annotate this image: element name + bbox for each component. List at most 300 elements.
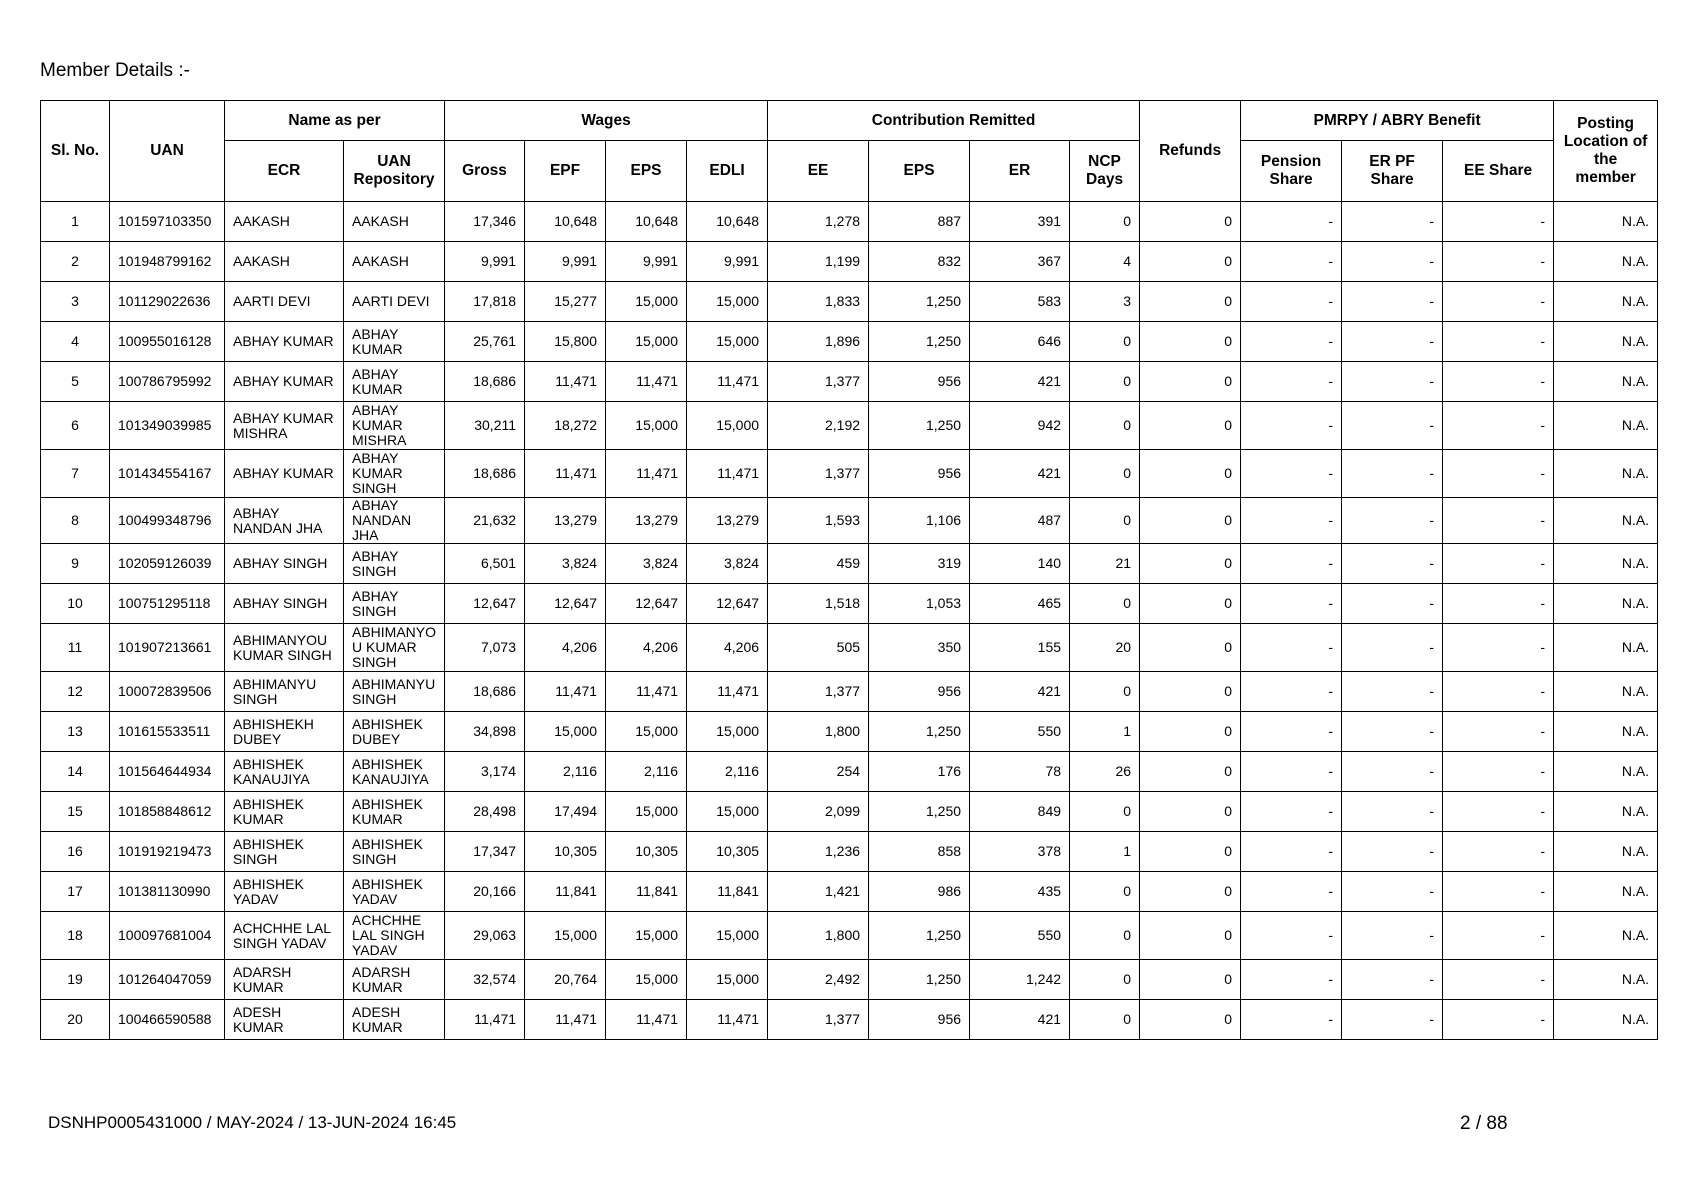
cell-wages-eps: 15,000 [606, 960, 687, 1000]
cell-wages-gross: 17,347 [445, 832, 525, 872]
cell-name-uan-repository: ABHISHEK KANAUJIYA [344, 752, 445, 792]
cell-er-pf-share: - [1342, 960, 1443, 1000]
cell-posting-location: N.A. [1554, 832, 1658, 872]
cell-name-uan-repository: ABHISHEK KUMAR [344, 792, 445, 832]
cell-contribution-eps: 1,053 [869, 584, 970, 624]
cell-wages-edli: 11,471 [687, 450, 768, 498]
cell-wages-epf: 10,648 [525, 202, 606, 242]
cell-wages-eps: 9,991 [606, 242, 687, 282]
cell-sl-no: 5 [41, 362, 110, 402]
cell-er-pf-share: - [1342, 282, 1443, 322]
cell-wages-eps: 15,000 [606, 322, 687, 362]
cell-sl-no: 15 [41, 792, 110, 832]
cell-wages-eps: 4,206 [606, 624, 687, 672]
cell-ee-share: - [1443, 242, 1554, 282]
cell-wages-eps: 15,000 [606, 402, 687, 450]
cell-ee-share: - [1443, 792, 1554, 832]
cell-er-pf-share: - [1342, 752, 1443, 792]
cell-uan: 101264047059 [110, 960, 225, 1000]
cell-name-ecr: AAKASH [225, 242, 344, 282]
cell-name-ecr: ABHISHEK KUMAR [225, 792, 344, 832]
cell-contribution-er: 942 [970, 402, 1070, 450]
cell-contribution-ee: 1,421 [768, 872, 869, 912]
table-row [41, 282, 1658, 322]
cell-contribution-eps: 1,250 [869, 960, 970, 1000]
header-ee: EE [768, 141, 869, 202]
cell-refunds: 0 [1140, 792, 1241, 832]
cell-name-uan-repository: ABHAY KUMAR [344, 362, 445, 402]
cell-wages-gross: 18,686 [445, 672, 525, 712]
cell-refunds: 0 [1140, 624, 1241, 672]
cell-contribution-er: 646 [970, 322, 1070, 362]
cell-sl-no: 3 [41, 282, 110, 322]
table-row [41, 1000, 1658, 1040]
cell-wages-edli: 15,000 [687, 282, 768, 322]
cell-posting-location: N.A. [1554, 1000, 1658, 1040]
cell-refunds: 0 [1140, 322, 1241, 362]
cell-name-ecr: ADESH KUMAR [225, 1000, 344, 1040]
cell-wages-edli: 12,647 [687, 584, 768, 624]
header-ncp-days: NCP Days [1070, 141, 1140, 202]
cell-name-uan-repository: AAKASH [344, 202, 445, 242]
cell-name-ecr: ABHAY SINGH [225, 584, 344, 624]
cell-refunds: 0 [1140, 712, 1241, 752]
cell-posting-location: N.A. [1554, 498, 1658, 544]
cell-name-ecr: ABHAY NANDAN JHA [225, 498, 344, 544]
cell-wages-edli: 11,471 [687, 362, 768, 402]
cell-wages-eps: 15,000 [606, 282, 687, 322]
cell-posting-location: N.A. [1554, 322, 1658, 362]
cell-ncp-days: 0 [1070, 498, 1140, 544]
cell-contribution-er: 435 [970, 872, 1070, 912]
cell-name-ecr: ABHISHEK YADAV [225, 872, 344, 912]
cell-contribution-ee: 459 [768, 544, 869, 584]
cell-contribution-eps: 887 [869, 202, 970, 242]
cell-wages-edli: 10,305 [687, 832, 768, 872]
cell-ncp-days: 0 [1070, 1000, 1140, 1040]
cell-ncp-days: 1 [1070, 832, 1140, 872]
cell-er-pf-share: - [1342, 624, 1443, 672]
cell-contribution-er: 421 [970, 1000, 1070, 1040]
cell-name-uan-repository: ABHAY SINGH [344, 584, 445, 624]
cell-contribution-ee: 1,377 [768, 362, 869, 402]
table-row [41, 544, 1658, 584]
cell-er-pf-share: - [1342, 832, 1443, 872]
cell-wages-epf: 12,647 [525, 584, 606, 624]
cell-ncp-days: 0 [1070, 450, 1140, 498]
cell-contribution-eps: 1,250 [869, 912, 970, 960]
cell-uan: 100466590588 [110, 1000, 225, 1040]
cell-refunds: 0 [1140, 832, 1241, 872]
cell-name-ecr: ABHAY KUMAR [225, 322, 344, 362]
cell-contribution-eps: 1,250 [869, 282, 970, 322]
cell-uan: 101564644934 [110, 752, 225, 792]
cell-contribution-ee: 1,518 [768, 584, 869, 624]
cell-sl-no: 11 [41, 624, 110, 672]
cell-contribution-ee: 1,236 [768, 832, 869, 872]
cell-ee-share: - [1443, 752, 1554, 792]
table-row [41, 322, 1658, 362]
cell-er-pf-share: - [1342, 242, 1443, 282]
header-pmrpy-group: PMRPY / ABRY Benefit [1241, 101, 1554, 141]
cell-contribution-er: 378 [970, 832, 1070, 872]
cell-ncp-days: 0 [1070, 960, 1140, 1000]
header-gross: Gross [445, 141, 525, 202]
cell-ee-share: - [1443, 450, 1554, 498]
cell-pension-share: - [1241, 450, 1342, 498]
cell-ncp-days: 20 [1070, 624, 1140, 672]
cell-posting-location: N.A. [1554, 544, 1658, 584]
cell-name-ecr: ABHAY KUMAR MISHRA [225, 402, 344, 450]
cell-wages-edli: 4,206 [687, 624, 768, 672]
cell-wages-epf: 15,800 [525, 322, 606, 362]
cell-name-ecr: ABHISHEKH DUBEY [225, 712, 344, 752]
cell-refunds: 0 [1140, 498, 1241, 544]
cell-pension-share: - [1241, 584, 1342, 624]
cell-contribution-er: 367 [970, 242, 1070, 282]
cell-sl-no: 20 [41, 1000, 110, 1040]
cell-refunds: 0 [1140, 202, 1241, 242]
cell-refunds: 0 [1140, 752, 1241, 792]
cell-uan: 100751295118 [110, 584, 225, 624]
cell-contribution-eps: 832 [869, 242, 970, 282]
cell-name-ecr: ABHIMANYU SINGH [225, 672, 344, 712]
cell-wages-edli: 13,279 [687, 498, 768, 544]
table-row [41, 402, 1658, 450]
table-row [41, 872, 1658, 912]
section-heading: Member Details :- [40, 60, 190, 81]
cell-wages-epf: 11,471 [525, 450, 606, 498]
cell-ee-share: - [1443, 544, 1554, 584]
cell-ee-share: - [1443, 402, 1554, 450]
cell-contribution-eps: 858 [869, 832, 970, 872]
cell-er-pf-share: - [1342, 402, 1443, 450]
cell-contribution-ee: 1,896 [768, 322, 869, 362]
cell-wages-eps: 13,279 [606, 498, 687, 544]
cell-name-uan-repository: ABHIMANYU SINGH [344, 672, 445, 712]
cell-contribution-eps: 1,250 [869, 712, 970, 752]
cell-uan: 101434554167 [110, 450, 225, 498]
cell-contribution-ee: 254 [768, 752, 869, 792]
cell-wages-eps: 15,000 [606, 712, 687, 752]
cell-posting-location: N.A. [1554, 712, 1658, 752]
cell-uan: 101349039985 [110, 402, 225, 450]
table-row [41, 792, 1658, 832]
cell-pension-share: - [1241, 624, 1342, 672]
header-contribution-eps: EPS [869, 141, 970, 202]
cell-posting-location: N.A. [1554, 752, 1658, 792]
cell-wages-gross: 21,632 [445, 498, 525, 544]
cell-uan: 100097681004 [110, 912, 225, 960]
cell-er-pf-share: - [1342, 362, 1443, 402]
cell-name-ecr: ABHISHEK SINGH [225, 832, 344, 872]
cell-contribution-eps: 986 [869, 872, 970, 912]
cell-sl-no: 6 [41, 402, 110, 450]
cell-uan: 101381130990 [110, 872, 225, 912]
cell-uan: 100499348796 [110, 498, 225, 544]
cell-wages-gross: 32,574 [445, 960, 525, 1000]
table-row [41, 362, 1658, 402]
cell-wages-gross: 9,991 [445, 242, 525, 282]
cell-posting-location: N.A. [1554, 672, 1658, 712]
cell-sl-no: 12 [41, 672, 110, 712]
header-wages-group: Wages [445, 101, 768, 141]
cell-er-pf-share: - [1342, 912, 1443, 960]
cell-contribution-ee: 2,192 [768, 402, 869, 450]
cell-er-pf-share: - [1342, 450, 1443, 498]
cell-wages-epf: 18,272 [525, 402, 606, 450]
cell-name-ecr: ABHISHEK KANAUJIYA [225, 752, 344, 792]
header-er-pf-share: ER PF Share [1342, 141, 1443, 202]
cell-ee-share: - [1443, 322, 1554, 362]
cell-pension-share: - [1241, 960, 1342, 1000]
cell-pension-share: - [1241, 544, 1342, 584]
cell-posting-location: N.A. [1554, 960, 1658, 1000]
cell-name-ecr: ACHCHHE LAL SINGH YADAV [225, 912, 344, 960]
cell-ee-share: - [1443, 282, 1554, 322]
table-row [41, 912, 1658, 960]
cell-contribution-eps: 956 [869, 1000, 970, 1040]
cell-er-pf-share: - [1342, 584, 1443, 624]
cell-pension-share: - [1241, 362, 1342, 402]
cell-er-pf-share: - [1342, 322, 1443, 362]
cell-name-ecr: ABHAY SINGH [225, 544, 344, 584]
cell-refunds: 0 [1140, 450, 1241, 498]
cell-wages-edli: 15,000 [687, 402, 768, 450]
member-rows [41, 202, 1658, 1040]
cell-pension-share: - [1241, 872, 1342, 912]
cell-sl-no: 2 [41, 242, 110, 282]
header-er: ER [970, 141, 1070, 202]
cell-ncp-days: 4 [1070, 242, 1140, 282]
cell-pension-share: - [1241, 712, 1342, 752]
cell-wages-epf: 2,116 [525, 752, 606, 792]
cell-contribution-er: 155 [970, 624, 1070, 672]
cell-uan: 100955016128 [110, 322, 225, 362]
cell-wages-epf: 11,471 [525, 1000, 606, 1040]
cell-uan: 101907213661 [110, 624, 225, 672]
cell-pension-share: - [1241, 282, 1342, 322]
cell-er-pf-share: - [1342, 672, 1443, 712]
cell-posting-location: N.A. [1554, 362, 1658, 402]
cell-wages-gross: 6,501 [445, 544, 525, 584]
cell-ncp-days: 0 [1070, 362, 1140, 402]
cell-wages-epf: 11,471 [525, 362, 606, 402]
cell-wages-eps: 10,648 [606, 202, 687, 242]
cell-posting-location: N.A. [1554, 624, 1658, 672]
cell-ncp-days: 0 [1070, 202, 1140, 242]
cell-ee-share: - [1443, 872, 1554, 912]
cell-pension-share: - [1241, 912, 1342, 960]
cell-contribution-er: 421 [970, 450, 1070, 498]
cell-name-ecr: ADARSH KUMAR [225, 960, 344, 1000]
cell-refunds: 0 [1140, 544, 1241, 584]
cell-contribution-ee: 1,593 [768, 498, 869, 544]
cell-contribution-ee: 1,278 [768, 202, 869, 242]
cell-er-pf-share: - [1342, 544, 1443, 584]
cell-sl-no: 1 [41, 202, 110, 242]
cell-contribution-er: 421 [970, 362, 1070, 402]
cell-name-uan-repository: ABHISHEK SINGH [344, 832, 445, 872]
cell-name-uan-repository: AAKASH [344, 242, 445, 282]
cell-name-uan-repository: ABHAY KUMAR SINGH [344, 450, 445, 498]
cell-sl-no: 4 [41, 322, 110, 362]
header-posting-location: Posting Location of the member [1554, 101, 1658, 202]
cell-wages-epf: 3,824 [525, 544, 606, 584]
cell-wages-gross: 18,686 [445, 450, 525, 498]
cell-pension-share: - [1241, 242, 1342, 282]
cell-wages-gross: 25,761 [445, 322, 525, 362]
table-row [41, 832, 1658, 872]
header-refunds: Refunds [1140, 101, 1241, 202]
cell-ee-share: - [1443, 912, 1554, 960]
cell-wages-edli: 10,648 [687, 202, 768, 242]
cell-wages-edli: 15,000 [687, 912, 768, 960]
cell-refunds: 0 [1140, 872, 1241, 912]
cell-name-uan-repository: AARTI DEVI [344, 282, 445, 322]
cell-ncp-days: 0 [1070, 402, 1140, 450]
cell-refunds: 0 [1140, 912, 1241, 960]
cell-contribution-eps: 1,250 [869, 402, 970, 450]
cell-ncp-days: 0 [1070, 584, 1140, 624]
cell-wages-eps: 11,841 [606, 872, 687, 912]
cell-contribution-er: 487 [970, 498, 1070, 544]
member-details-table [40, 100, 1658, 1040]
cell-name-ecr: AAKASH [225, 202, 344, 242]
cell-name-uan-repository: ABHAY KUMAR [344, 322, 445, 362]
cell-wages-edli: 2,116 [687, 752, 768, 792]
cell-er-pf-share: - [1342, 792, 1443, 832]
header-sl-no: Sl. No. [41, 101, 110, 202]
cell-wages-edli: 15,000 [687, 792, 768, 832]
cell-ee-share: - [1443, 202, 1554, 242]
cell-sl-no: 16 [41, 832, 110, 872]
cell-ncp-days: 0 [1070, 322, 1140, 362]
cell-wages-eps: 11,471 [606, 672, 687, 712]
cell-wages-edli: 3,824 [687, 544, 768, 584]
cell-refunds: 0 [1140, 672, 1241, 712]
cell-wages-gross: 34,898 [445, 712, 525, 752]
cell-contribution-ee: 1,833 [768, 282, 869, 322]
table-row [41, 624, 1658, 672]
cell-contribution-ee: 2,492 [768, 960, 869, 1000]
cell-uan: 100786795992 [110, 362, 225, 402]
cell-name-uan-repository: ADARSH KUMAR [344, 960, 445, 1000]
cell-wages-edli: 11,471 [687, 672, 768, 712]
cell-ee-share: - [1443, 362, 1554, 402]
cell-ncp-days: 1 [1070, 712, 1140, 752]
cell-wages-eps: 15,000 [606, 912, 687, 960]
cell-wages-eps: 11,471 [606, 1000, 687, 1040]
header-epf: EPF [525, 141, 606, 202]
cell-refunds: 0 [1140, 1000, 1241, 1040]
cell-contribution-eps: 956 [869, 450, 970, 498]
cell-name-uan-repository: ABHAY KUMAR MISHRA [344, 402, 445, 450]
cell-refunds: 0 [1140, 584, 1241, 624]
header-eps: EPS [606, 141, 687, 202]
cell-uan: 100072839506 [110, 672, 225, 712]
cell-contribution-er: 391 [970, 202, 1070, 242]
cell-contribution-eps: 1,106 [869, 498, 970, 544]
cell-pension-share: - [1241, 498, 1342, 544]
cell-ee-share: - [1443, 624, 1554, 672]
cell-wages-gross: 18,686 [445, 362, 525, 402]
cell-refunds: 0 [1140, 362, 1241, 402]
cell-wages-epf: 17,494 [525, 792, 606, 832]
cell-sl-no: 19 [41, 960, 110, 1000]
cell-refunds: 0 [1140, 960, 1241, 1000]
cell-wages-epf: 10,305 [525, 832, 606, 872]
cell-wages-epf: 15,000 [525, 912, 606, 960]
table-row [41, 672, 1658, 712]
cell-wages-epf: 4,206 [525, 624, 606, 672]
cell-wages-gross: 17,818 [445, 282, 525, 322]
cell-wages-gross: 29,063 [445, 912, 525, 960]
cell-contribution-eps: 956 [869, 672, 970, 712]
cell-wages-gross: 11,471 [445, 1000, 525, 1040]
cell-ee-share: - [1443, 498, 1554, 544]
cell-wages-edli: 15,000 [687, 322, 768, 362]
cell-uan: 101129022636 [110, 282, 225, 322]
cell-contribution-er: 140 [970, 544, 1070, 584]
cell-uan: 101597103350 [110, 202, 225, 242]
cell-contribution-ee: 1,377 [768, 672, 869, 712]
cell-sl-no: 13 [41, 712, 110, 752]
cell-ncp-days: 26 [1070, 752, 1140, 792]
cell-name-uan-repository: ABHAY SINGH [344, 544, 445, 584]
cell-ee-share: - [1443, 584, 1554, 624]
cell-uan: 101919219473 [110, 832, 225, 872]
cell-posting-location: N.A. [1554, 242, 1658, 282]
cell-wages-edli: 11,471 [687, 1000, 768, 1040]
cell-name-uan-repository: ABHISHEK YADAV [344, 872, 445, 912]
header-pension-share: Pension Share [1241, 141, 1342, 202]
header-edli: EDLI [687, 141, 768, 202]
table-row [41, 202, 1658, 242]
cell-name-uan-repository: ADESH KUMAR [344, 1000, 445, 1040]
table-row [41, 498, 1658, 544]
cell-name-ecr: ABHIMANYOU KUMAR SINGH [225, 624, 344, 672]
header-ee-share: EE Share [1443, 141, 1554, 202]
cell-ee-share: - [1443, 712, 1554, 752]
cell-contribution-eps: 1,250 [869, 322, 970, 362]
cell-wages-epf: 20,764 [525, 960, 606, 1000]
cell-wages-epf: 11,471 [525, 672, 606, 712]
header-uan-repository: UAN Repository [344, 141, 445, 202]
cell-ncp-days: 0 [1070, 912, 1140, 960]
cell-posting-location: N.A. [1554, 872, 1658, 912]
cell-wages-epf: 15,000 [525, 712, 606, 752]
cell-sl-no: 18 [41, 912, 110, 960]
cell-posting-location: N.A. [1554, 450, 1658, 498]
cell-posting-location: N.A. [1554, 912, 1658, 960]
table-row [41, 960, 1658, 1000]
cell-ncp-days: 0 [1070, 672, 1140, 712]
cell-pension-share: - [1241, 1000, 1342, 1040]
cell-posting-location: N.A. [1554, 202, 1658, 242]
cell-posting-location: N.A. [1554, 282, 1658, 322]
header-ecr: ECR [225, 141, 344, 202]
cell-uan: 101615533511 [110, 712, 225, 752]
cell-er-pf-share: - [1342, 1000, 1443, 1040]
cell-uan: 101948799162 [110, 242, 225, 282]
cell-er-pf-share: - [1342, 498, 1443, 544]
cell-wages-epf: 15,277 [525, 282, 606, 322]
cell-name-ecr: ABHAY KUMAR [225, 450, 344, 498]
cell-contribution-ee: 1,377 [768, 1000, 869, 1040]
cell-wages-gross: 7,073 [445, 624, 525, 672]
cell-wages-edli: 15,000 [687, 960, 768, 1000]
